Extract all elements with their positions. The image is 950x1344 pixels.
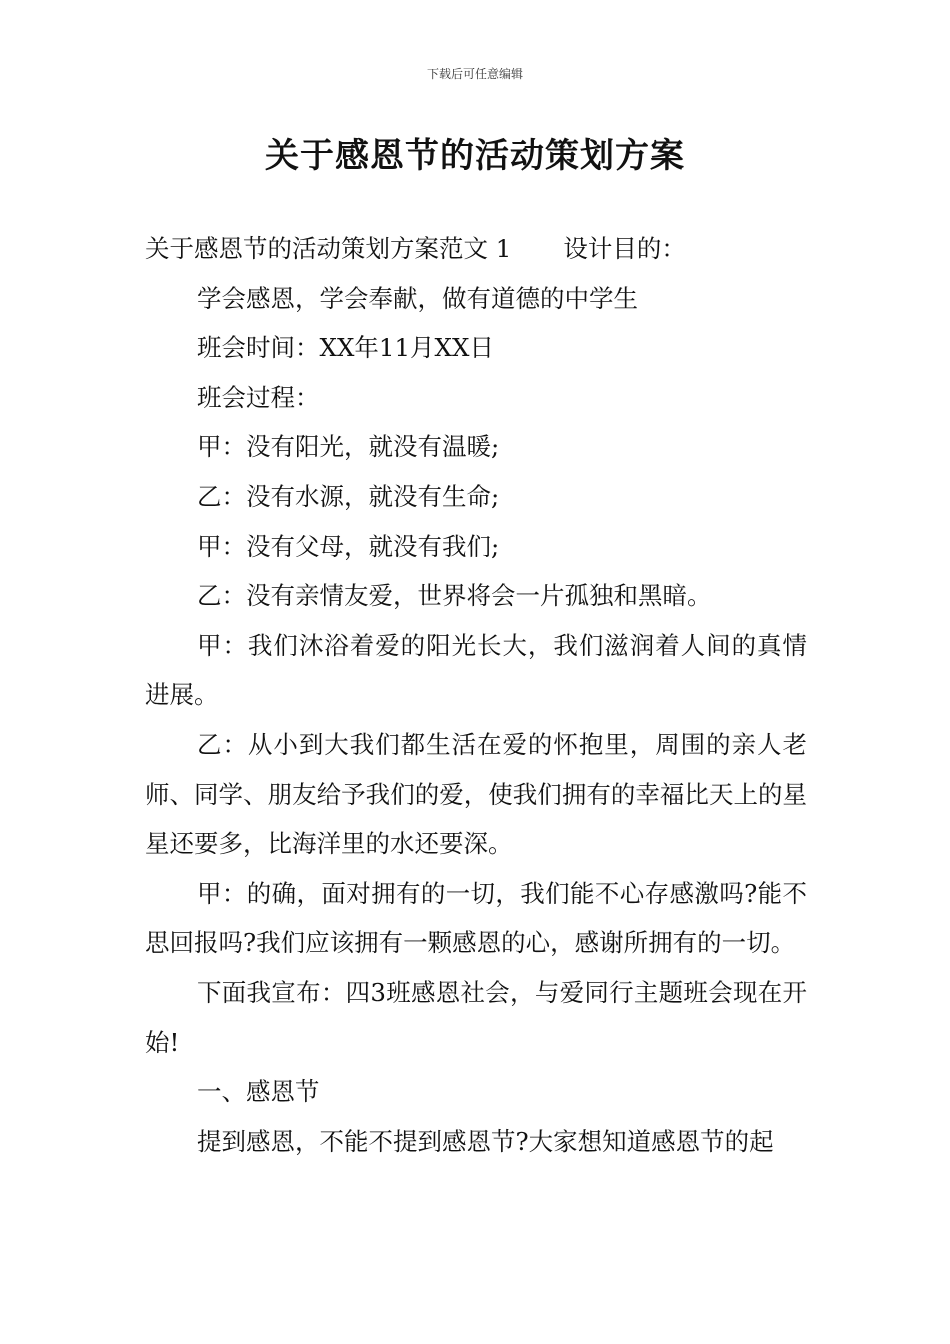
paragraph: 乙：没有水源，就没有生命;	[197, 481, 500, 511]
first-line-heading: 关于感恩节的活动策划方案范文 1	[145, 234, 512, 263]
paragraph: 甲：的确，面对拥有的一切，我们能不心存感激吗?能不思回报吗?我们应该拥有一颗感恩的心，感谢所拥有的一切。	[145, 878, 807, 958]
paragraph: 一、感恩节	[197, 1077, 320, 1107]
paragraph: 甲：我们沐浴着爱的阳光长大，我们滋润着人间的真情进展。	[145, 630, 807, 710]
header-note: 下载后可任意编辑	[426, 67, 523, 81]
paragraph: 下面我宣布：四3班感恩社会，与爱同行主题班会现在开始!	[145, 977, 807, 1057]
paragraph: 班会过程：	[197, 382, 320, 412]
first-line	[145, 224, 807, 274]
first-line-purpose: 设计目的：	[563, 234, 686, 263]
paragraph: 甲：没有阳光，就没有温暖;	[197, 432, 500, 462]
paragraph: 提到感恩，不能不提到感恩节?大家想知道感恩节的起	[197, 1126, 774, 1156]
document-body	[145, 224, 807, 1166]
document-title: 关于感恩节的活动策划方案	[265, 136, 685, 176]
paragraph: 学会感恩，学会奉献，做有道德的中学生	[197, 283, 638, 313]
paragraph: 乙：没有亲情友爱，世界将会一片孤独和黑暗。	[197, 581, 712, 611]
paragraph: 班会时间：XX年11月XX日	[197, 333, 494, 363]
paragraph: 乙：从小到大我们都生活在爱的怀抱里，周围的亲人老师、同学、朋友给予我们的爱，使我们拥有的幸福比天上的星星还要多，比海洋里的水还要深。	[145, 729, 807, 859]
paragraph: 甲：没有父母，就没有我们;	[197, 531, 500, 561]
